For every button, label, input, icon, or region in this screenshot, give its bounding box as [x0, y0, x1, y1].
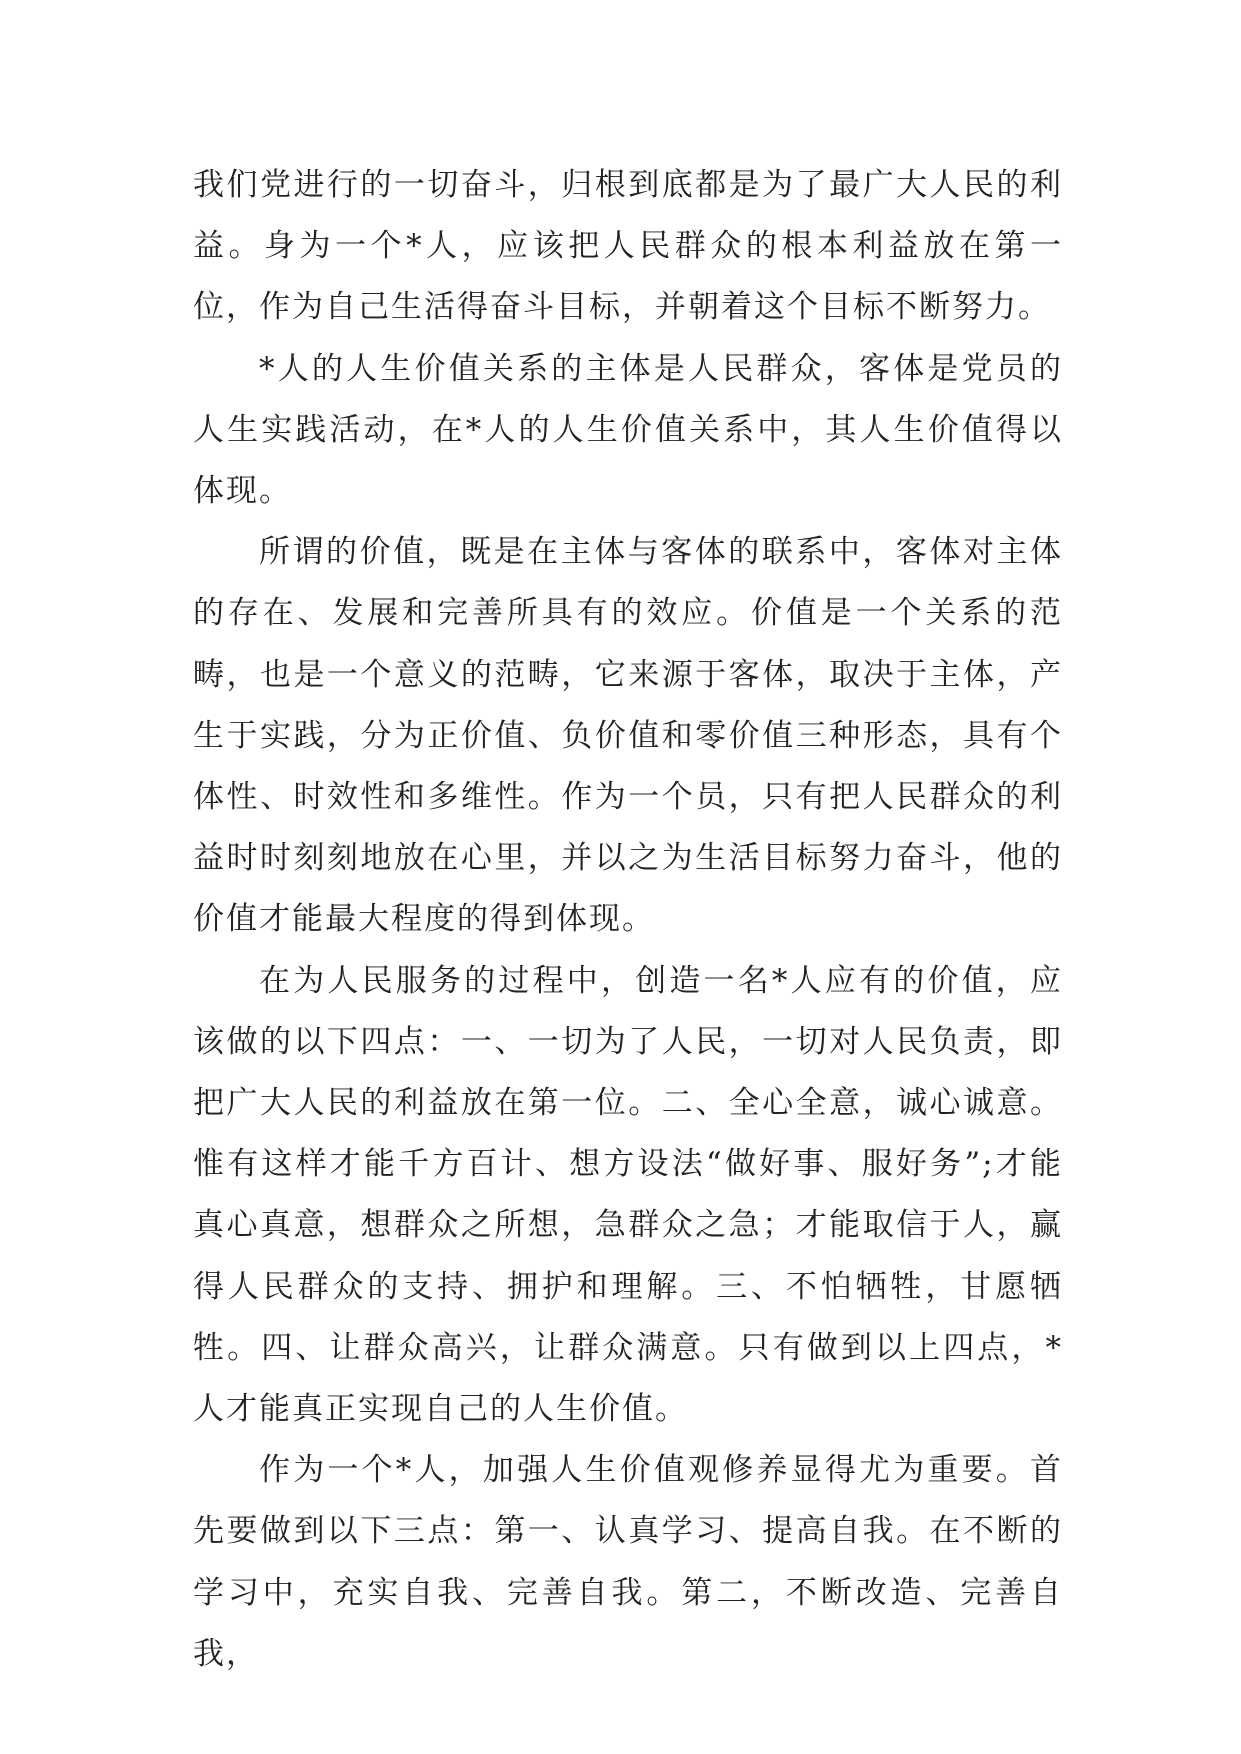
paragraph-2: *人的人生价值关系的主体是人民群众，客体是党员的人生实践活动，在*人的人生价值关系中，其人生价值得以体现。	[193, 350, 1063, 510]
paragraph-3: 所谓的价值，既是在主体与客体的联系中，客体对主体的存在、发展和完善所具有的效应。价值是一个关系的范畴，也是一个意义的范畴，它来源于客体，取决于主体，产生于实践，分为正价值、负价值和零价值三种形态，具有个体性、时效性和多维性。作为一个员，只有把人民群众的利益时时刻刻地放在心里，并以之为生活目标努力奋斗，他的价值才能最大程度的得到体现。	[193, 534, 1063, 938]
paragraph-1: 我们党进行的一切奋斗，归根到底都是为了最广大人民的利益。身为一个*人，应该把人民群众的根本利益放在第一位，作为自己生活得奋斗目标，并朝着这个目标不断努力。	[193, 167, 1063, 326]
document-body	[193, 155, 1063, 1685]
paragraph-5: 作为一个*人，加强人生价值观修养显得尤为重要。首先要做到以下三点：第一、认真学习、提高自我。在不断的学习中，充实自我、完善自我。第二，不断改造、完善自我，	[193, 1452, 1063, 1672]
paragraph-4: 在为人民服务的过程中，创造一名*人应有的价值，应该做的以下四点：一、一切为了人民，一切对人民负责，即把广大人民的利益放在第一位。二、全心全意，诚心诚意。惟有这样才能千方百计、想方设法“做好事、服好务”;才能真心真意，想群众之所想，急群众之急；才能取信于人，赢得人民群众的支持、拥护和理解。三、不怕牺牲，甘愿牺牲。四、让群众高兴，让群众满意。只有做到以上四点，*人才能真正实现自己的人生价值。	[193, 962, 1063, 1428]
